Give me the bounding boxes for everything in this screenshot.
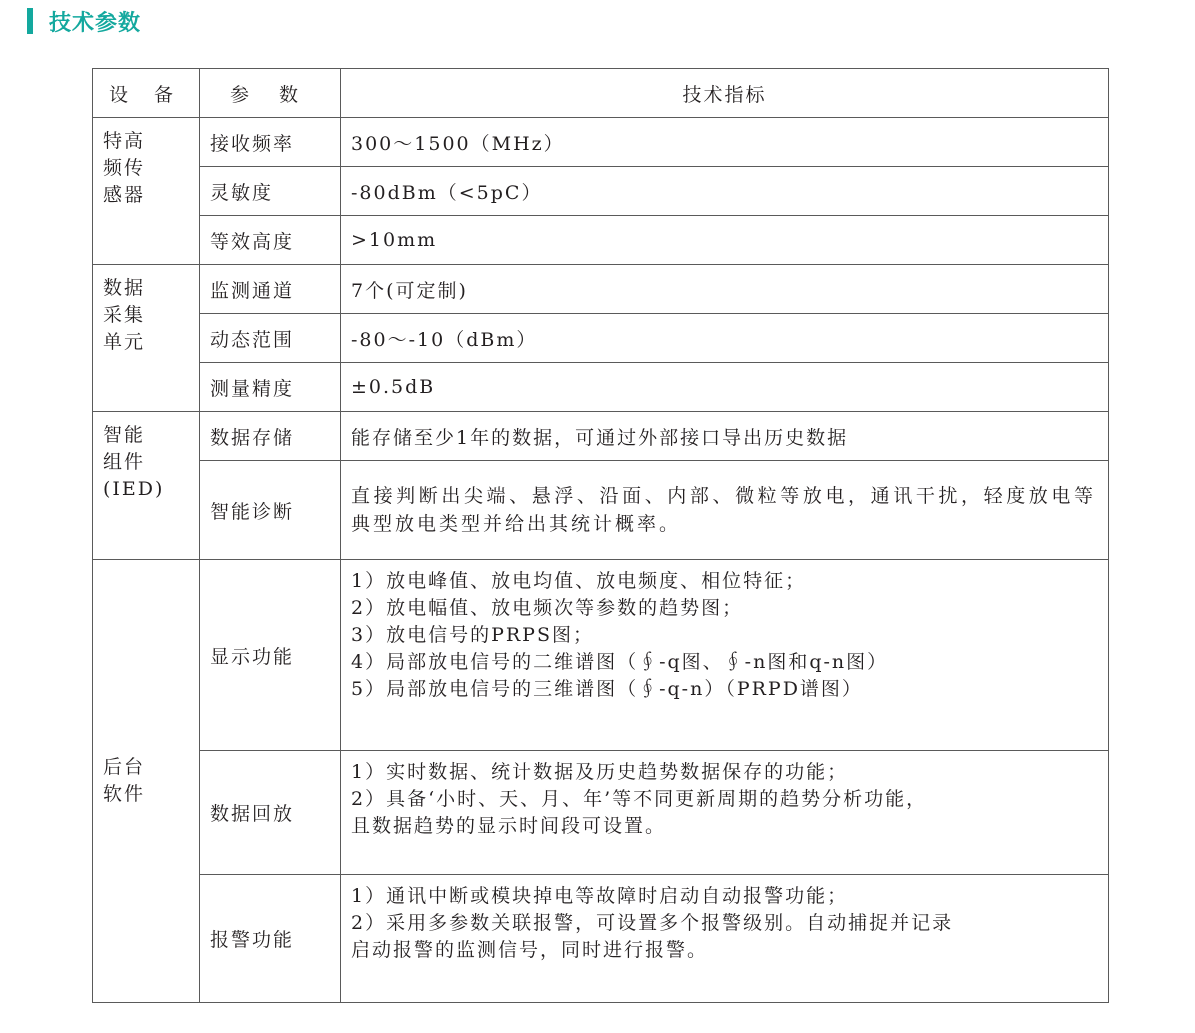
device-line: (IED) — [103, 478, 165, 500]
section-title: 技术参数 — [49, 10, 142, 36]
device-cell — [93, 412, 200, 560]
value-line: 2）放电幅值、放电频次等参数的趋势图； — [351, 597, 744, 619]
table-row — [93, 265, 1109, 314]
value-line: 1）实时数据、统计数据及历史趋势数据保存的功能； — [351, 761, 849, 783]
device-line: 频传 — [103, 157, 146, 179]
device-line: 感器 — [103, 184, 146, 206]
device-line: 智能 — [103, 424, 146, 446]
value-line: 启动报警的监测信号，同时进行报警。 — [351, 939, 709, 961]
table-row — [93, 314, 1109, 363]
table-row — [93, 167, 1109, 216]
value-cell: ±0.5dB — [341, 363, 1109, 412]
table-row — [93, 560, 1109, 751]
table-row — [93, 461, 1109, 560]
device-line: 采集 — [103, 304, 146, 326]
param-cell: 等效高度 — [200, 216, 341, 265]
value-line: 2）采用多参数关联报警，可设置多个报警级别。自动捕捉并记录 — [351, 912, 954, 934]
param-cell: 数据存储 — [200, 412, 341, 461]
heading-accent-bar — [27, 8, 33, 34]
table-row — [93, 751, 1109, 875]
value-cell — [341, 875, 1109, 1003]
param-cell: 智能诊断 — [200, 461, 341, 560]
value-cell: 300～1500（MHz） — [341, 118, 1109, 167]
table-row — [93, 216, 1109, 265]
value-line: 1）放电峰值、放电均值、放电频度、相位特征； — [351, 570, 807, 592]
device-cell — [93, 265, 200, 412]
param-cell: 测量精度 — [200, 363, 341, 412]
param-cell: 监测通道 — [200, 265, 341, 314]
device-line: 软件 — [103, 783, 146, 805]
header-device: 设 备 — [93, 69, 200, 118]
value-line: 5）局部放电信号的三维谱图（∮-q-n）（PRPD谱图） — [351, 678, 863, 700]
device-cell — [93, 560, 200, 1003]
value-cell — [341, 560, 1109, 751]
device-line: 数据 — [103, 277, 146, 299]
device-line: 单元 — [103, 331, 146, 353]
value-cell: 直接判断出尖端、悬浮、沿面、内部、微粒等放电，通讯干扰，轻度放电等典型放电类型并给出其统计概率。 — [341, 461, 1109, 560]
header-param: 参 数 — [200, 69, 341, 118]
spec-table — [92, 68, 1109, 1003]
value-line: 2）具备‘小时、天、月、年’等不同更新周期的趋势分析功能， — [351, 788, 928, 810]
header-spec: 技术指标 — [341, 69, 1109, 118]
param-cell: 灵敏度 — [200, 167, 341, 216]
table-row — [93, 363, 1109, 412]
value-line: 且数据趋势的显示时间段可设置。 — [351, 815, 667, 837]
value-cell: 7个(可定制) — [341, 265, 1109, 314]
value-cell: >10mm — [341, 216, 1109, 265]
param-cell: 接收频率 — [200, 118, 341, 167]
table-row — [93, 118, 1109, 167]
param-cell: 报警功能 — [200, 875, 341, 1003]
value-cell — [341, 751, 1109, 875]
value-cell: -80dBm（<5pC） — [341, 167, 1109, 216]
param-cell: 动态范围 — [200, 314, 341, 363]
section-heading — [27, 6, 141, 36]
device-line: 组件 — [103, 451, 146, 473]
value-line: 3）放电信号的PRPS图； — [351, 624, 594, 646]
device-line: 后台 — [103, 756, 146, 778]
device-cell — [93, 118, 200, 265]
value-line: 1）通讯中断或模块掉电等故障时启动自动报警功能； — [351, 885, 849, 907]
value-cell: 能存储至少1年的数据，可通过外部接口导出历史数据 — [341, 412, 1109, 461]
table-header-row — [93, 69, 1109, 118]
device-line: 特高 — [103, 130, 146, 152]
table-row — [93, 875, 1109, 1003]
value-cell: -80～-10（dBm） — [341, 314, 1109, 363]
table-row — [93, 412, 1109, 461]
value-line: 4）局部放电信号的二维谱图（∮-q图、∮-n图和q-n图） — [351, 651, 889, 673]
param-cell: 数据回放 — [200, 751, 341, 875]
param-cell: 显示功能 — [200, 560, 341, 751]
